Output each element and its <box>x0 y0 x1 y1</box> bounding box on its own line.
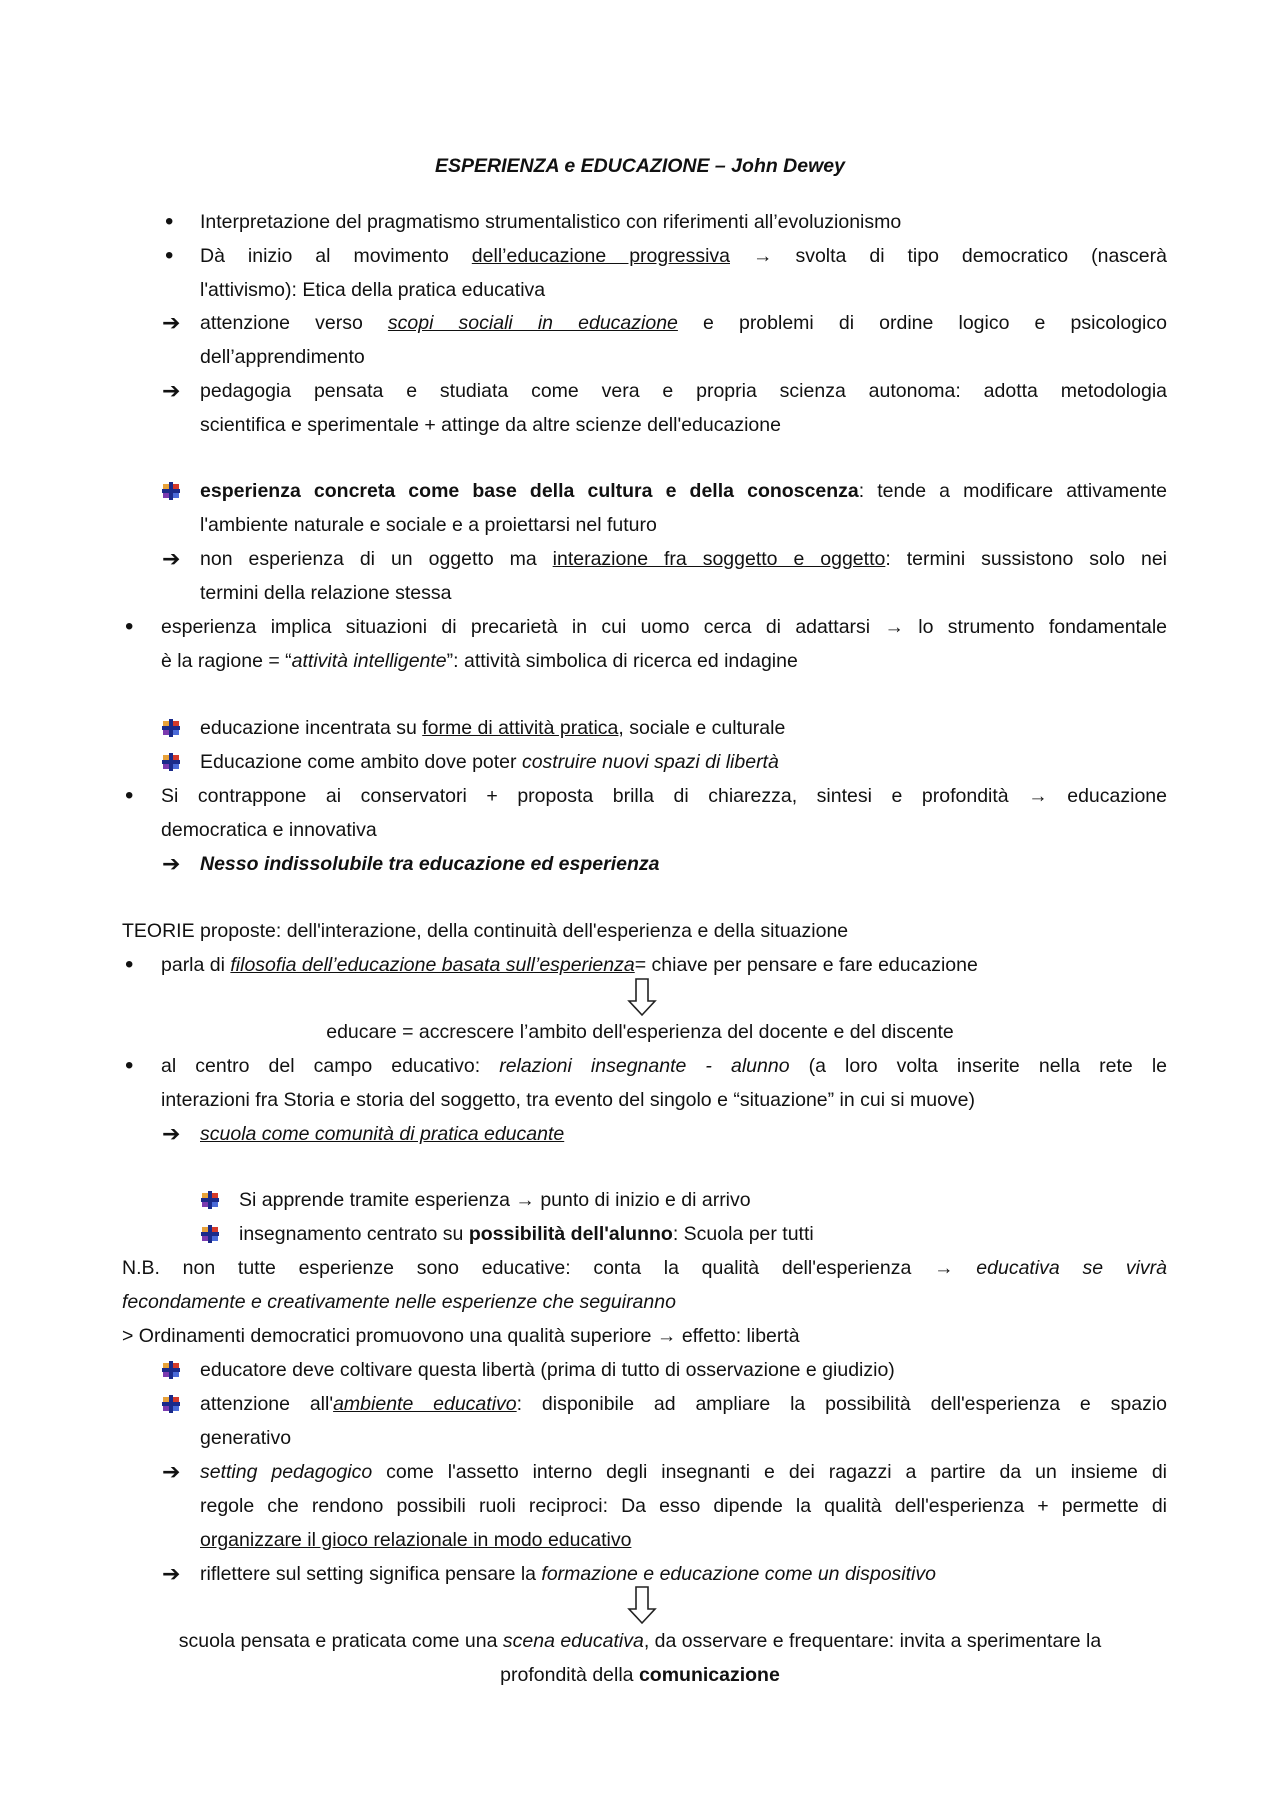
bullet-icon: • <box>125 1052 134 1079</box>
text-line: TEORIE proposte: dell'interazione, della continuità dell'esperienza e della situazione <box>122 920 849 942</box>
text-line: educazione incentrata su forme di attività pratica, sociale e culturale <box>200 717 786 739</box>
arrow-icon: ➔ <box>162 851 181 876</box>
text-line: educare = accrescere l’ambito dell'esperienza del docente e del discente <box>326 1021 954 1043</box>
arrow-icon: ➔ <box>162 378 181 403</box>
bullet-icon: • <box>165 242 174 269</box>
text-line: Nesso indissolubile tra educazione ed esperienza <box>200 853 660 875</box>
flag-bullet-icon <box>162 1395 180 1413</box>
text-line: profondità della comunicazione <box>500 1664 780 1686</box>
text-line: scientifica e sperimentale + attinge da altre scienze dell'educazione <box>200 414 781 436</box>
arrow-icon: ➔ <box>162 310 181 335</box>
text-line: Dà inizio al movimento dell’educazione progressiva → svolta di tipo democratico (nascerà <box>200 245 1167 267</box>
bullet-icon: • <box>165 208 174 235</box>
text-line: termini della relazione stessa <box>200 582 452 604</box>
text-line: > Ordinamenti democratici promuovono una qualità superiore → effetto: libertà <box>122 1325 800 1347</box>
flag-bullet-icon <box>162 482 180 500</box>
text-line: attenzione all'ambiente educativo: disponibile ad ampliare la possibilità dell'esperienza e spazio <box>200 1393 1167 1415</box>
flag-bullet-icon <box>162 1361 180 1379</box>
text-line: al centro del campo educativo: relazioni insegnante - alunno (a loro volta inserite nella rete le <box>161 1055 1167 1077</box>
text-line: scuola come comunità di pratica educante <box>200 1123 565 1145</box>
text-line: regole che rendono possibili ruoli reciproci: Da esso dipende la qualità dell'esperienza + permette di <box>200 1495 1167 1517</box>
text-line: Si contrappone ai conservatori + proposta brilla di chiarezza, sintesi e profondità → educazione <box>161 785 1167 807</box>
down-arrow-icon <box>627 977 657 1017</box>
text-line: dell’apprendimento <box>200 346 365 368</box>
arrow-icon: ➔ <box>162 1121 181 1146</box>
text-line: setting pedagogico come l'assetto interno degli insegnanti e dei ragazzi a partire da un insieme di <box>200 1461 1167 1483</box>
text-line: generativo <box>200 1427 292 1449</box>
text-line: scuola pensata e praticata come una scena educativa, da osservare e frequentare: invita a sperimentare la <box>178 1630 1102 1652</box>
flag-bullet-icon <box>162 719 180 737</box>
text-line: organizzare il gioco relazionale in modo educativo <box>200 1529 632 1551</box>
text-line: riflettere sul setting significa pensare la formazione e educazione come un dispositivo <box>200 1563 936 1585</box>
text-line: è la ragione = “attività intelligente”: attività simbolica di ricerca ed indagine <box>161 650 798 672</box>
text-line: interazioni fra Storia e storia del soggetto, tra evento del singolo e “situazione” in cui si muove) <box>161 1089 976 1111</box>
bullet-icon: • <box>125 951 134 978</box>
down-arrow-icon <box>627 1585 657 1625</box>
text-line: pedagogia pensata e studiata come vera e propria scienza autonoma: adotta metodologia <box>200 380 1167 402</box>
text-line: l'attivismo): Etica della pratica educativa <box>200 279 546 301</box>
text-line: insegnamento centrato su possibilità dell'alunno: Scuola per tutti <box>239 1223 814 1245</box>
arrow-icon: ➔ <box>162 1561 181 1586</box>
flag-bullet-icon <box>162 753 180 771</box>
flag-bullet-icon <box>201 1225 219 1243</box>
arrow-icon: ➔ <box>162 1459 181 1484</box>
text-line: N.B. non tutte esperienze sono educative: conta la qualità dell'esperienza → educativa se vivrà <box>122 1257 1167 1279</box>
text-line: Educazione come ambito dove poter costruire nuovi spazi di libertà <box>200 751 779 773</box>
text-line: fecondamente e creativamente nelle esperienze che seguiranno <box>122 1291 676 1313</box>
text-line: esperienza concreta come base della cultura e della conoscenza: tende a modificare attivamente <box>200 480 1167 502</box>
text-line: Si apprende tramite esperienza → punto di inizio e di arrivo <box>239 1189 751 1211</box>
text-line: democratica e innovativa <box>161 819 377 841</box>
page-title: ESPERIENZA e EDUCAZIONE – John Dewey <box>435 155 845 177</box>
arrow-icon: ➔ <box>162 546 181 571</box>
text-line: esperienza implica situazioni di precarietà in cui uomo cerca di adattarsi → lo strumento fondamentale <box>161 616 1167 638</box>
bullet-icon: • <box>125 613 134 640</box>
bullet-icon: • <box>125 782 134 809</box>
text-line: attenzione verso scopi sociali in educazione e problemi di ordine logico e psicologico <box>200 312 1167 334</box>
text-line: parla di filosofia dell’educazione basata sull’esperienza= chiave per pensare e fare educazione <box>161 954 978 976</box>
text-line: non esperienza di un oggetto ma interazione fra soggetto e oggetto: termini sussistono solo nei <box>200 548 1168 570</box>
text-line: educatore deve coltivare questa libertà (prima di tutto di osservazione e giudizio) <box>200 1359 895 1381</box>
text-line: Interpretazione del pragmatismo strumentalistico con riferimenti all’evoluzionismo <box>200 211 902 233</box>
flag-bullet-icon <box>201 1191 219 1209</box>
text-line: l'ambiente naturale e sociale e a proiettarsi nel futuro <box>200 514 657 536</box>
